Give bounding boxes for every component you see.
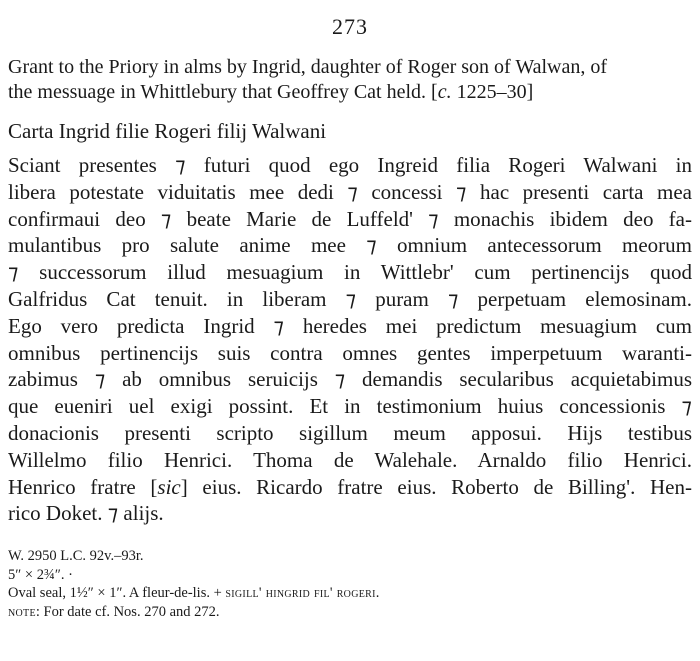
charter-line: que eueniri uel exigi possint. Et in testimonium huius concessionis ⁊ [8,394,692,419]
charter-line-13-post: ] eius. Ricardo fratre eius. Roberto de Billing'. Hen- [180,474,692,499]
charter-line: Ego vero predicta Ingrid ⁊ heredes mei predictum mesuagium cum [8,313,692,338]
charter-line-13-pre: Henrico fratre [ [8,474,158,499]
charter-line: mulantibus pro salute anime mee ⁊ omnium antecessorum meorum [8,233,692,258]
dimensions-note: 5″ × 2¾″. · [8,566,73,583]
summary-line-2 [8,81,533,103]
editorial-notes [8,547,692,621]
sic-marker: sic [157,474,181,499]
charter-line: Sciant presentes ⁊ futuri quod ego Ingreid filia Rogeri Walwani in [8,153,692,177]
charter-line: omnibus pertinencijs suis contra omnes gentes imperpetuum waranti- [8,340,692,365]
page-number: 273 [332,14,368,39]
charter-line: Galfridus Cat tenuit. in liberam ⁊ puram ⁊ perpetuam elemosinam. [8,286,692,311]
charter-line: Willelmo filio Henrici. Thoma de Walehale. Arnaldo filio Henrici. [8,447,692,472]
date-note [8,603,692,622]
charter-line: confirmaui deo ⁊ beate Marie de Luffeld' ⁊ monachis ibidem deo fa- [8,206,692,231]
charter-line: donacionis presenti scripto sigillum meum apposui. Hijs testibus [8,420,692,445]
source-reference: W. 2950 L.C. 92v.–93r. [8,548,144,564]
seal-legend: sigill' hingrid fil' rogeri. [225,585,380,601]
charter-line: rico Doket. ⁊ alijs. [8,501,164,526]
charter-line: ⁊ successorum illud mesuagium in Wittlebr' cum pertinencijs quod [8,260,692,285]
charter-summary [8,55,692,105]
summary-line-1: Grant to the Priory in alms by Ingrid, daughter of Roger son of Walwan, of [8,56,608,78]
summary-date: 1225–30] [451,81,534,103]
charter-text [8,152,692,527]
note-text: : For date cf. Nos. 270 and 272. [35,603,220,620]
seal-description-text: Oval seal, 1½″ × 1″. A fleur-de-lis. + [8,585,226,601]
charter-heading: Carta Ingrid filie Rogeri filij Walwani [8,119,327,143]
charter-line: zabimus ⁊ ab omnibus seruicijs ⁊ demandis secularibus acquietabimus [8,367,692,392]
circa-abbrev: c. [437,81,452,103]
summary-line-2-text: the messuage in Whittlebury that Geoffrey Cat held. [ [8,81,438,103]
charter-line [8,474,692,501]
seal-description [8,584,692,603]
charter-line: libera potestate viduitatis mee dedi ⁊ concessi ⁊ hac presenti carta mea [8,179,692,204]
note-label: note [8,603,36,620]
